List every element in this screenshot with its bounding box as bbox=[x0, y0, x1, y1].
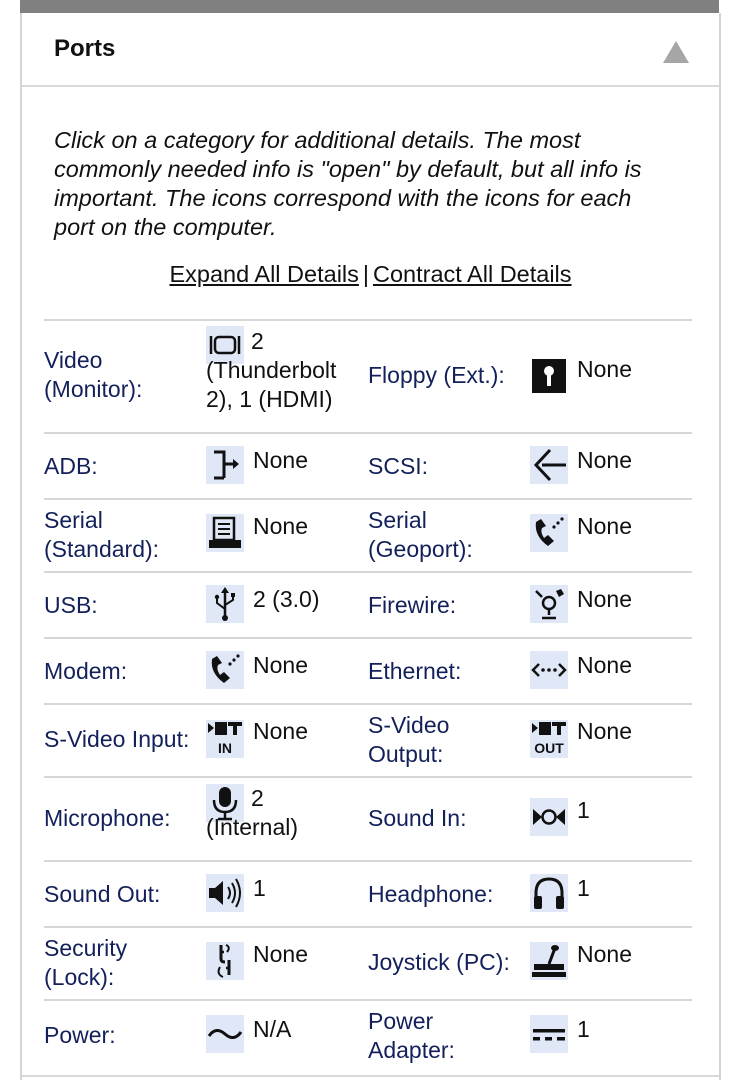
firewire-value: None bbox=[577, 586, 632, 612]
adb-value: None bbox=[253, 447, 308, 473]
ethernet-label[interactable]: Ethernet: bbox=[368, 658, 462, 684]
expand-all-link[interactable]: Expand All Details bbox=[169, 261, 359, 287]
joystick-label[interactable]: Joystick (PC): bbox=[368, 949, 510, 975]
sound-in-label[interactable]: Sound In: bbox=[368, 805, 467, 831]
printer-icon bbox=[206, 514, 244, 552]
sound-out-label[interactable]: Sound Out: bbox=[44, 881, 161, 907]
serial-geoport-value: None bbox=[577, 513, 632, 539]
modem-label[interactable]: Modem: bbox=[44, 658, 128, 684]
table-row bbox=[44, 928, 692, 1001]
ports-panel bbox=[20, 13, 721, 1080]
power-ac-icon bbox=[206, 1015, 244, 1053]
panel-bottom-divider bbox=[22, 1075, 719, 1077]
top-bar bbox=[20, 0, 719, 13]
panel-header[interactable] bbox=[22, 13, 719, 87]
modem-icon bbox=[206, 651, 244, 689]
security-lock-value: None bbox=[253, 941, 308, 967]
intro-text: Click on a category for additional details. The most commonly needed info is "open" by default, but all info is important. The icons correspond with the icons for each port on the computer. bbox=[54, 127, 642, 240]
joystick-icon bbox=[530, 942, 568, 980]
phone-icon bbox=[530, 514, 568, 552]
video-label[interactable]: Video (Monitor): bbox=[44, 347, 143, 402]
sound-in-icon bbox=[530, 798, 568, 836]
sound-in-value: 1 bbox=[577, 797, 590, 823]
table-row bbox=[44, 500, 692, 573]
joystick-value: None bbox=[577, 941, 632, 967]
microphone-value: 2 (Internal) bbox=[206, 785, 299, 840]
security-lock-label[interactable]: Security (Lock): bbox=[44, 935, 128, 990]
svideo-input-value: None bbox=[253, 718, 308, 744]
usb-value: 2 (3.0) bbox=[253, 586, 320, 612]
serial-standard-label[interactable]: Serial (Standard): bbox=[44, 507, 160, 562]
headphone-label[interactable]: Headphone: bbox=[368, 881, 494, 907]
contract-all-link[interactable]: Contract All Details bbox=[373, 261, 572, 287]
video-value: 2 (Thunderbolt 2), 1 (HDMI) bbox=[206, 328, 337, 412]
usb-icon bbox=[206, 585, 244, 623]
scsi-value: None bbox=[577, 447, 632, 473]
table-row bbox=[44, 321, 692, 434]
svideo-in-sublabel: IN bbox=[218, 740, 232, 756]
table-row bbox=[44, 705, 692, 778]
power-adapter-label[interactable]: Power Adapter: bbox=[368, 1008, 455, 1063]
lock-icon bbox=[206, 942, 244, 980]
detail-links bbox=[22, 261, 719, 288]
firewire-label[interactable]: Firewire: bbox=[368, 592, 457, 618]
svideo-out-icon bbox=[530, 720, 568, 758]
scsi-label[interactable]: SCSI: bbox=[368, 453, 429, 479]
floppy-icon bbox=[530, 357, 568, 395]
power-label[interactable]: Power: bbox=[44, 1022, 116, 1048]
adb-label[interactable]: ADB: bbox=[44, 453, 98, 479]
panel-title: Ports bbox=[54, 35, 116, 62]
table-row bbox=[44, 434, 692, 500]
firewire-icon bbox=[530, 585, 568, 623]
adb-icon bbox=[206, 446, 244, 484]
modem-value: None bbox=[253, 652, 308, 678]
power-adapter-value: 1 bbox=[577, 1016, 590, 1042]
table-row bbox=[44, 862, 692, 928]
link-separator: | bbox=[362, 261, 369, 287]
power-adapter-icon bbox=[530, 1015, 568, 1053]
table-row bbox=[44, 573, 692, 639]
svideo-in-icon bbox=[206, 720, 244, 758]
table-row bbox=[44, 639, 692, 705]
serial-standard-value: None bbox=[253, 513, 308, 539]
floppy-value: None bbox=[577, 356, 632, 382]
svideo-output-value: None bbox=[577, 718, 632, 744]
ethernet-icon bbox=[530, 651, 568, 689]
scsi-icon bbox=[530, 446, 568, 484]
headphone-icon bbox=[530, 874, 568, 912]
usb-label[interactable]: USB: bbox=[44, 592, 98, 618]
ethernet-value: None bbox=[577, 652, 632, 678]
collapse-triangle-icon[interactable] bbox=[663, 41, 689, 63]
table-row bbox=[44, 1001, 692, 1071]
table-row bbox=[44, 778, 692, 862]
headphone-value: 1 bbox=[577, 875, 590, 901]
sound-out-value: 1 bbox=[253, 875, 266, 901]
svideo-out-sublabel: OUT bbox=[534, 740, 564, 756]
power-value: N/A bbox=[253, 1016, 292, 1042]
serial-geoport-label[interactable]: Serial (Geoport): bbox=[368, 507, 473, 562]
svideo-output-label[interactable]: S-Video Output: bbox=[368, 712, 450, 767]
ports-table bbox=[44, 319, 692, 1071]
svideo-input-label[interactable]: S-Video Input: bbox=[44, 726, 190, 752]
floppy-label[interactable]: Floppy (Ext.): bbox=[368, 362, 505, 388]
speaker-icon bbox=[206, 874, 244, 912]
microphone-label[interactable]: Microphone: bbox=[44, 805, 171, 831]
